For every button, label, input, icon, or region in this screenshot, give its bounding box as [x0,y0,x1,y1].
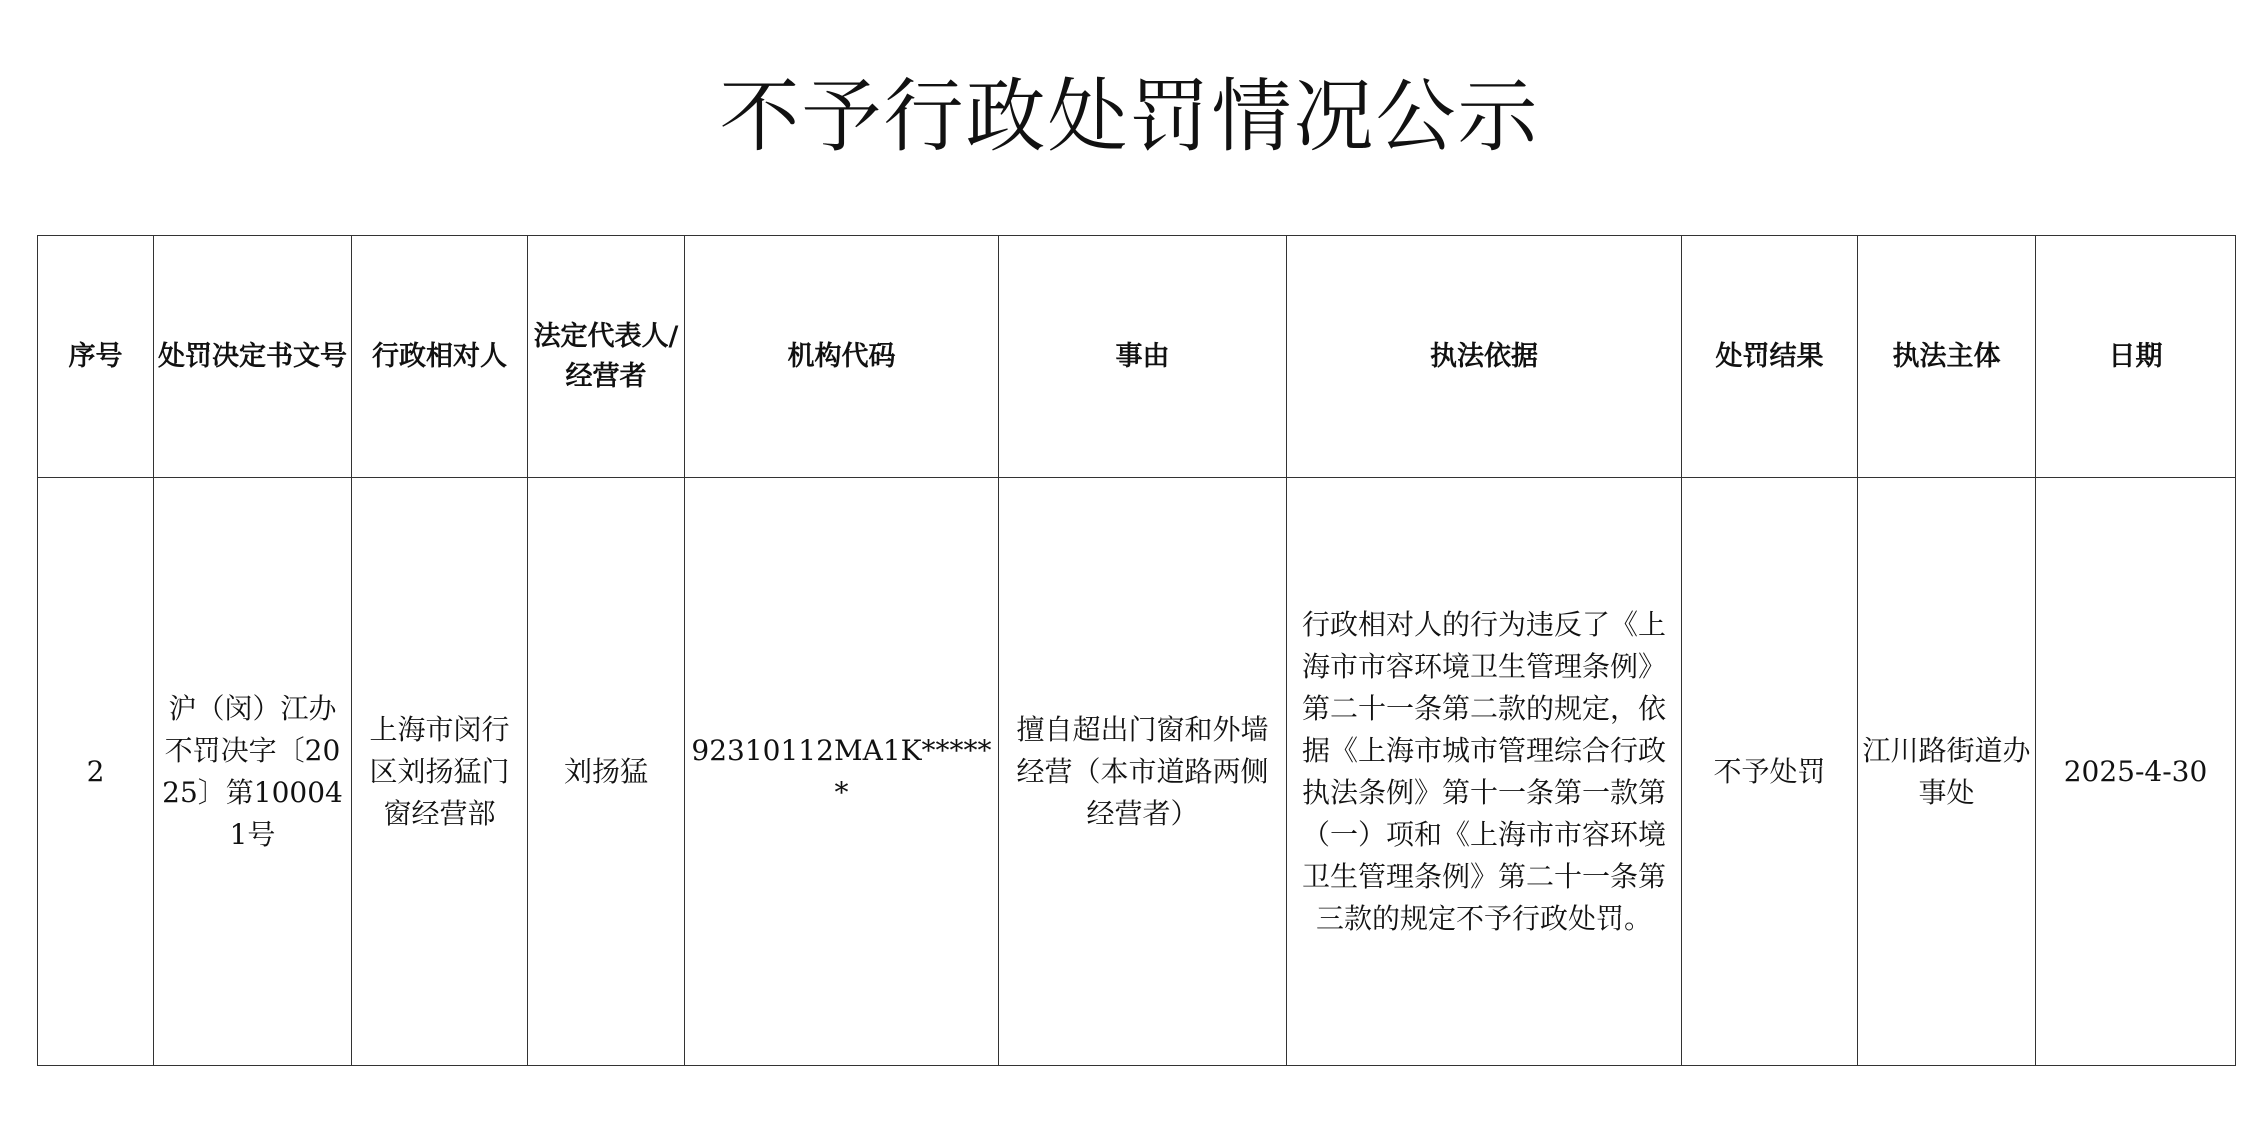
cell-decision-no: 沪（闵）江办不罚决字〔2025〕第100041号 [154,478,352,1066]
header-result: 处罚结果 [1682,236,1858,478]
cell-party: 上海市闵行区刘扬猛门窗经营部 [352,478,528,1066]
cell-date: 2025-4-30 [2036,478,2236,1066]
cell-basis: 行政相对人的行为违反了《上海市市容环境卫生管理条例》第二十一条第二款的规定，依据《上海市城市管理综合行政执法条例》第十一条第一款第（一）项和《上海市市容环境卫生管理条例》第二十一条第三款的规定不予行政处罚。 [1287,478,1682,1066]
table-row [38,478,2236,1066]
cell-org-code: 92310112MA1K****** [685,478,999,1066]
cell-authority: 江川路街道办事处 [1858,478,2036,1066]
header-org-code: 机构代码 [685,236,999,478]
header-seq: 序号 [38,236,154,478]
cell-representative: 刘扬猛 [528,478,685,1066]
cell-cause: 擅自超出门窗和外墙经营（本市道路两侧经营者） [999,478,1287,1066]
table-header-row [38,236,2236,478]
header-cause: 事由 [999,236,1287,478]
header-date: 日期 [2036,236,2236,478]
header-party: 行政相对人 [352,236,528,478]
cell-result: 不予处罚 [1682,478,1858,1066]
header-authority: 执法主体 [1858,236,2036,478]
penalty-notice-table [37,235,2236,1066]
header-representative: 法定代表人/经营者 [528,236,685,478]
page-title: 不予行政处罚情况公示 [719,70,1540,163]
cell-seq: 2 [38,478,154,1066]
header-decision-no: 处罚决定书文号 [154,236,352,478]
header-basis: 执法依据 [1287,236,1682,478]
